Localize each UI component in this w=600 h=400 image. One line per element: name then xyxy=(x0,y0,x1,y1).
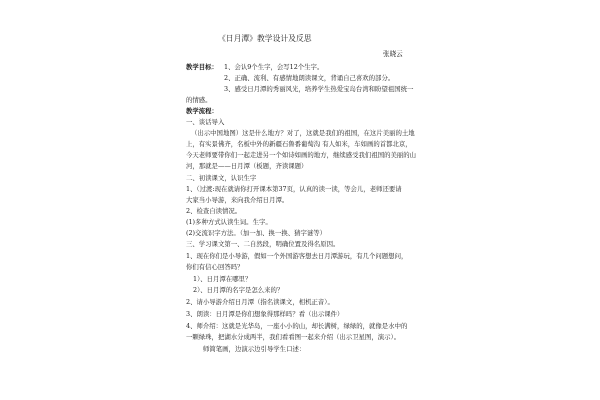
section-2-heading: 二、初读课文，认识生字 xyxy=(186,174,257,182)
document-title: 《日月潭》教学设计及反思 xyxy=(218,34,312,43)
paragraph-line: 2、请小导游介绍日月潭（指名读课文，相机正音）。 xyxy=(186,298,334,306)
paragraph-line: （出示中国地图）这是什么地方？对了，这就是我们的祖国，在这片美丽的土地 xyxy=(191,129,415,137)
paragraph-line: 今天老师要带你们一起走进另一个如诗如画的地方，继续感受我们祖国的美丽的山 xyxy=(186,151,417,159)
goal-3-cont: 的情感。 xyxy=(186,96,212,104)
section-1-heading: 一、谈话导入 xyxy=(186,118,225,126)
paragraph-line: 2、检查自读情况。 xyxy=(186,207,242,215)
section-3-heading: 三、学习课文第一、二自然段，明确位置及得名原因。 xyxy=(186,240,340,248)
paragraph-line: (1)多种方式认读生词。生字。 xyxy=(186,218,272,226)
question-1: 1）、日月潭在哪里？ xyxy=(193,275,252,283)
paragraph-line: 你们有信心回答吗？ xyxy=(186,263,244,271)
paragraph-line: 1、（过渡:现在就请你打开课本第37页，认真的读一读，等会儿，老师还要请 xyxy=(186,185,402,193)
paragraph-line: 1、现在你们是小导游，假如一个外国游客想去日月潭游玩，有几个问题想问， xyxy=(186,252,408,260)
author-name: 张晓云 xyxy=(383,50,403,58)
paragraph-line: 3、朗读：日月潭是你们想象得那样吗？看（出示课件） xyxy=(186,310,344,318)
question-2: 2）、日月潭的名字是怎么来的？ xyxy=(193,286,284,294)
goal-1: 1、会认9个生字，会写12个生字。 xyxy=(224,63,324,71)
paragraph-line: 河，那就是——日月潭（板题，齐读课题） xyxy=(186,162,308,170)
goal-2: 2、正确、流利、有感情地朗读课文，背诵自己喜欢的部分。 xyxy=(224,74,395,82)
paragraph-line: 师简笔画，边演示边引导学生口述： xyxy=(203,345,306,353)
paragraph-line: 4、师介绍：这就是光华岛，一座小小的山，却长满树，绿绿的，就像是水中的 xyxy=(186,322,408,330)
paragraph-line: 一颗绿珠，把湖水分成两半，我们看看图一起来介绍（出示卫星图，演示）。 xyxy=(186,333,401,341)
paragraph-line: 上，有实景佛齐，名板中外的新疆石鲁番葡萄沟 有人如米，车如画的首都北京， xyxy=(186,140,412,148)
process-label: 教学流程： xyxy=(186,107,218,115)
goal-3: 3、感受日月潭的秀丽风光，培养学生热爱宝岛台湾和盼望祖国统一 xyxy=(224,85,414,93)
goals-label: 教学目标： xyxy=(186,63,218,71)
paragraph-line: 大家当小导游，来向我介绍日月潭。 xyxy=(186,196,289,204)
paragraph-line: (2)交流识字方法。（加一加、换一换、猜字谜等） xyxy=(186,229,327,237)
